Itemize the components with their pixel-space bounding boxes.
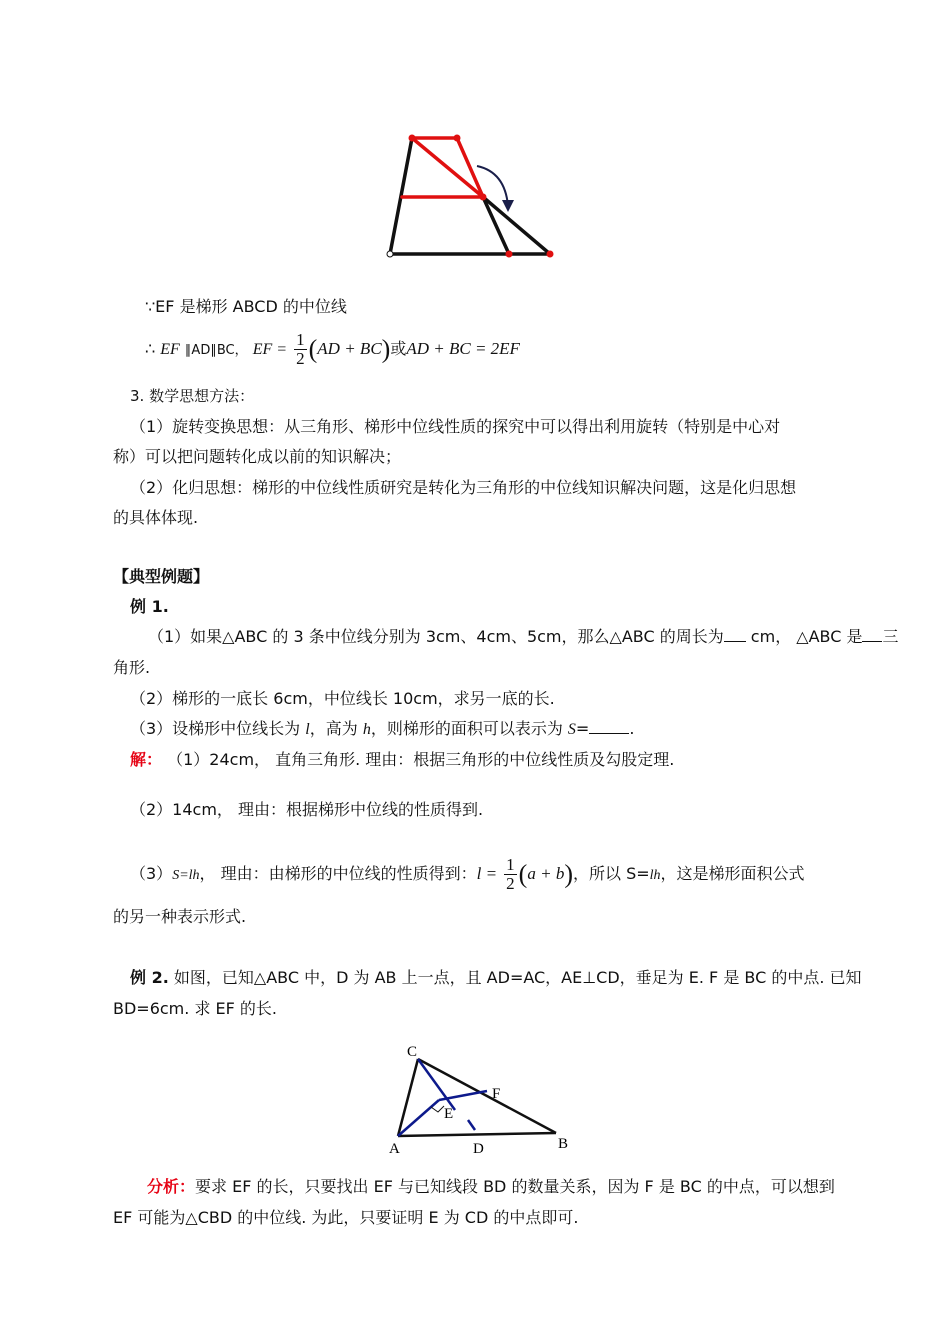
q1-text-a: （1）如果△ABC 的 3 条中位线分别为 3cm、4cm、5cm，那么△ABC 的周长为 xyxy=(148,627,724,646)
fraction-numerator: 1 xyxy=(296,330,305,349)
q3-period: . xyxy=(629,719,635,738)
answer-3-text-c: ，所以 S= xyxy=(573,864,650,883)
rotated-triangle-side xyxy=(483,197,550,254)
label-e: E xyxy=(444,1106,454,1122)
segment-d-tick xyxy=(468,1120,475,1130)
solution-label: 解： xyxy=(130,750,163,769)
diagonal-line xyxy=(412,138,483,197)
label-d: D xyxy=(473,1141,484,1157)
q3-text-a: （3）设梯形中位线长为 xyxy=(130,719,306,738)
q3-equals: = xyxy=(575,719,590,738)
answer-1-text: （1）24cm， 直角三角形. 理由：根据三角形的中位线性质及勾股定理. xyxy=(167,750,675,769)
example-1-question-2: （2）梯形的一底长 6cm，中位线长 10cm，求另一底的长. xyxy=(130,689,555,708)
analysis-line-2: EF 可能为△CBD 的中位线. 为此，只要证明 E 为 CD 的中点即可. xyxy=(113,1208,579,1227)
vertex-point xyxy=(480,194,487,201)
parallel-text: ∥AD∥BC， xyxy=(184,343,248,358)
or-text: 或 xyxy=(390,339,407,358)
vertex-point-open xyxy=(387,251,393,257)
triangle-abc-figure xyxy=(385,1040,575,1160)
ef-symbol: EF xyxy=(160,341,180,358)
example-2-line-1 xyxy=(130,967,862,989)
therefore-symbol: ∴ xyxy=(145,339,156,358)
paragraph-1-line-1: （1）旋转变换思想：从三角形、梯形中位线性质的探究中可以得出利用旋转（特别是中心对 xyxy=(130,417,781,436)
solution-answer-1 xyxy=(130,749,674,771)
example-2-text: 如图，已知△ABC 中，D 为 AB 上一点，且 AD=AC，AE⊥CD，垂足为 E. F 是 BC 的中点. 已知 xyxy=(168,968,862,987)
q3-s: S xyxy=(567,721,576,738)
q3-h: h xyxy=(362,721,371,738)
vertex-point xyxy=(409,135,416,142)
vertex-point xyxy=(454,135,461,142)
right-paren: ) xyxy=(564,859,573,889)
answer-blank xyxy=(589,733,629,734)
section-3-title: 3. 数学思想方法： xyxy=(130,387,255,405)
analysis-label: 分析： xyxy=(147,1177,196,1196)
answer-3-text-b: ， 理由：由梯形的中位线的性质得到： xyxy=(199,864,477,883)
fraction-denominator: 2 xyxy=(296,349,305,368)
answer-blank xyxy=(724,641,746,642)
paragraph-2-line-1: （2）化归思想：梯形的中位线性质研究是转化为三角形的中位线知识解决问题，这是化归思想 xyxy=(130,478,797,497)
q1-text-b: cm， △ABC 是 xyxy=(745,627,863,646)
trapezoid-red-lines xyxy=(402,138,483,197)
q3-text-c: ，则梯形的面积可以表示为 xyxy=(370,719,568,738)
label-f: F xyxy=(492,1086,501,1102)
example-1-question-3 xyxy=(130,718,634,741)
paragraph-2-line-2: 的具体体现. xyxy=(113,508,199,527)
answer-3-text-a: （3） xyxy=(130,864,173,883)
ef-equation-lhs: EF = xyxy=(252,341,288,358)
segment-ef xyxy=(439,1091,487,1100)
second-equation: AD + BC = 2EF xyxy=(406,339,520,358)
q3-l: l xyxy=(305,721,310,738)
solution-answer-3 xyxy=(130,852,805,898)
because-line xyxy=(145,296,347,318)
label-c: C xyxy=(407,1044,418,1060)
right-paren: ) xyxy=(381,334,391,364)
solution-answer-2: （2）14cm， 理由：根据梯形中位线的性质得到. xyxy=(130,800,484,819)
segment-ae xyxy=(398,1100,439,1136)
left-paren: ( xyxy=(308,334,318,364)
left-paren: ( xyxy=(518,859,528,889)
q3-text-b: ，高为 xyxy=(309,719,363,738)
example-2-line-2: BD=6cm. 求 EF 的长. xyxy=(113,999,278,1018)
a-plus-b: a + b xyxy=(527,864,565,883)
example-1-question-1-line-2: 角形. xyxy=(113,658,151,677)
fraction-numerator: 1 xyxy=(506,855,515,874)
fraction-denominator: 2 xyxy=(506,874,515,893)
vertex-point xyxy=(506,251,513,258)
q1-text-c: 三 xyxy=(882,627,899,646)
label-b: B xyxy=(558,1136,569,1152)
label-a: A xyxy=(389,1141,400,1157)
vertex-point xyxy=(547,251,554,258)
example-1-question-1 xyxy=(148,626,899,648)
ad-plus-bc: AD + BC xyxy=(317,339,382,358)
side-cb xyxy=(418,1059,556,1133)
example-1-label: 例 1. xyxy=(130,597,169,616)
answer-blank xyxy=(862,641,882,642)
side-ab xyxy=(398,1133,556,1136)
therefore-formula-line xyxy=(145,328,520,372)
side-ac xyxy=(398,1059,418,1136)
one-half-fraction xyxy=(504,856,517,893)
because-text: ∵EF 是梯形 ABCD 的中位线 xyxy=(145,297,347,316)
rotation-arrowhead xyxy=(502,200,514,212)
one-half-fraction xyxy=(294,331,307,368)
analysis-line-1 xyxy=(147,1176,835,1198)
typical-examples-heading: 【典型例题】 xyxy=(113,567,210,586)
answer-3-l-equals: l = xyxy=(476,864,498,883)
analysis-text-1: 要求 EF 的长，只要找出 EF 与已知线段 BD 的数量关系，因为 F 是 BC 的中点，可以想到 xyxy=(195,1177,835,1196)
answer-3-lh: lh xyxy=(649,868,661,883)
solution-answer-3-line-2: 的另一种表示形式. xyxy=(113,907,247,926)
trapezoid-rotation-figure xyxy=(380,130,570,265)
answer-3-s: S=lh xyxy=(172,868,200,883)
paragraph-1-line-2: 称）可以把问题转化成以前的知识解决； xyxy=(113,447,402,466)
answer-3-text-d: ，这是梯形面积公式 xyxy=(660,864,805,883)
example-2-label: 例 2. xyxy=(130,968,169,987)
